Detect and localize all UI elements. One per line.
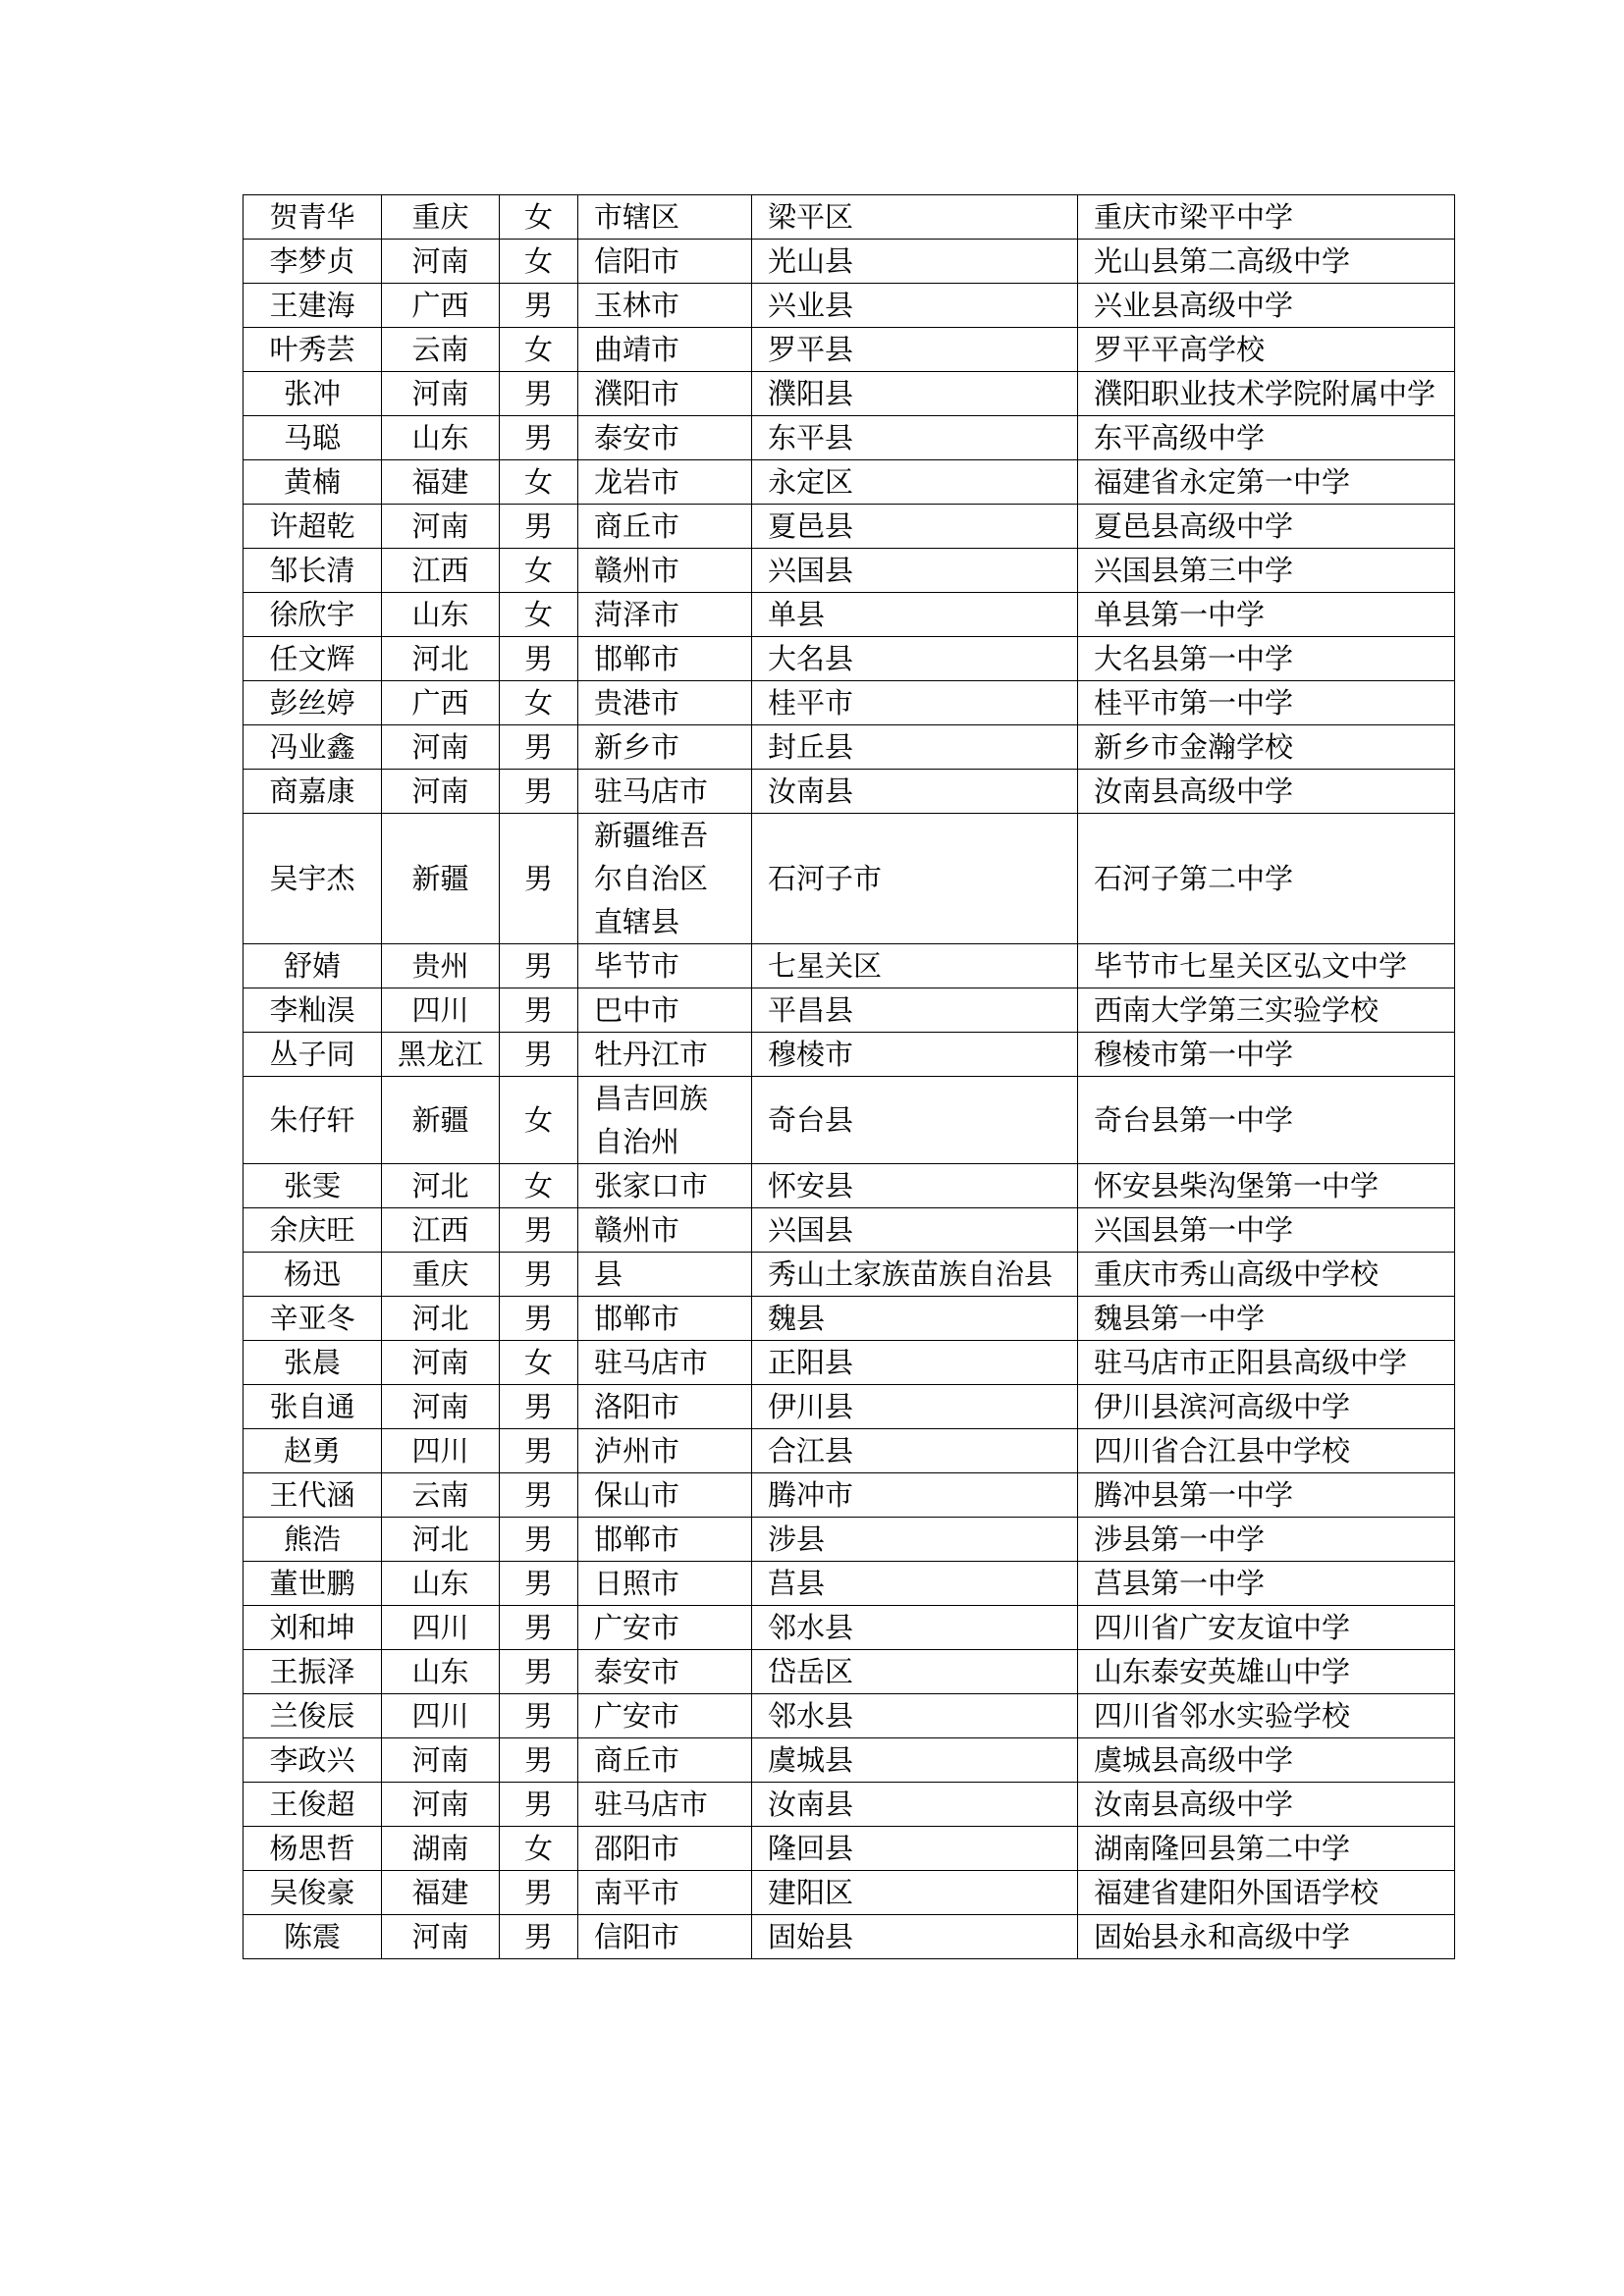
table-row: [244, 1164, 1455, 1208]
school-cell: 福建省建阳外国语学校: [1078, 1871, 1455, 1915]
city-cell: 赣州市: [578, 549, 752, 593]
province-cell: 河北: [382, 1164, 500, 1208]
province-cell: 河南: [382, 505, 500, 549]
county-cell: 莒县: [752, 1562, 1078, 1606]
province-cell: 河南: [382, 1738, 500, 1783]
name-cell: 张雯: [244, 1164, 382, 1208]
city-cell: 菏泽市: [578, 593, 752, 637]
city-cell: 泸州市: [578, 1429, 752, 1473]
school-cell: 兴国县第三中学: [1078, 549, 1455, 593]
city-cell: 保山市: [578, 1473, 752, 1518]
city-cell: 邵阳市: [578, 1827, 752, 1871]
table-row: [244, 593, 1455, 637]
gender-cell: 男: [500, 416, 578, 460]
table-row: [244, 1562, 1455, 1606]
city-cell: 邯郸市: [578, 1297, 752, 1341]
province-cell: 四川: [382, 1606, 500, 1650]
county-cell: 建阳区: [752, 1871, 1078, 1915]
table-body: [244, 195, 1455, 1959]
school-cell: 福建省永定第一中学: [1078, 460, 1455, 505]
table-row: [244, 1827, 1455, 1871]
table-row: [244, 1650, 1455, 1694]
gender-cell: 男: [500, 637, 578, 681]
name-cell: 叶秀芸: [244, 328, 382, 372]
name-cell: 张冲: [244, 372, 382, 416]
province-cell: 山东: [382, 593, 500, 637]
city-cell: 玉林市: [578, 284, 752, 328]
name-cell: 王代涵: [244, 1473, 382, 1518]
table-row: [244, 240, 1455, 284]
school-cell: 固始县永和高级中学: [1078, 1915, 1455, 1959]
county-cell: 魏县: [752, 1297, 1078, 1341]
city-cell: 昌吉回族自治州: [578, 1077, 752, 1164]
city-cell: 广安市: [578, 1694, 752, 1738]
county-cell: 梁平区: [752, 195, 1078, 240]
table-row: [244, 944, 1455, 988]
table-row: [244, 416, 1455, 460]
school-cell: 西南大学第三实验学校: [1078, 988, 1455, 1033]
province-cell: 云南: [382, 328, 500, 372]
school-cell: 夏邑县高级中学: [1078, 505, 1455, 549]
table-row: [244, 1385, 1455, 1429]
city-cell: 巴中市: [578, 988, 752, 1033]
county-cell: 邻水县: [752, 1694, 1078, 1738]
gender-cell: 女: [500, 240, 578, 284]
table-row: [244, 195, 1455, 240]
name-cell: 熊浩: [244, 1518, 382, 1562]
name-cell: 马聪: [244, 416, 382, 460]
county-cell: 隆回县: [752, 1827, 1078, 1871]
table-row: [244, 1297, 1455, 1341]
county-cell: 邻水县: [752, 1606, 1078, 1650]
table-row: [244, 1915, 1455, 1959]
province-cell: 广西: [382, 681, 500, 725]
city-cell: 南平市: [578, 1871, 752, 1915]
table-row: [244, 1606, 1455, 1650]
county-cell: 平昌县: [752, 988, 1078, 1033]
table-row: [244, 1253, 1455, 1297]
gender-cell: 女: [500, 593, 578, 637]
gender-cell: 男: [500, 1694, 578, 1738]
province-cell: 山东: [382, 1650, 500, 1694]
table-row: [244, 770, 1455, 814]
province-cell: 河南: [382, 770, 500, 814]
city-cell: 驻马店市: [578, 770, 752, 814]
table-row: [244, 1783, 1455, 1827]
name-cell: 冯业鑫: [244, 725, 382, 770]
school-cell: 新乡市金瀚学校: [1078, 725, 1455, 770]
city-cell: 市辖区: [578, 195, 752, 240]
gender-cell: 男: [500, 1738, 578, 1783]
table-row: [244, 549, 1455, 593]
table-row: [244, 1208, 1455, 1253]
table-row: [244, 1429, 1455, 1473]
county-cell: 岱岳区: [752, 1650, 1078, 1694]
school-cell: 兴业县高级中学: [1078, 284, 1455, 328]
city-cell: 商丘市: [578, 1738, 752, 1783]
gender-cell: 男: [500, 814, 578, 944]
province-cell: 河南: [382, 1385, 500, 1429]
name-cell: 黄楠: [244, 460, 382, 505]
school-cell: 奇台县第一中学: [1078, 1077, 1455, 1164]
city-cell: 驻马店市: [578, 1783, 752, 1827]
school-cell: 莒县第一中学: [1078, 1562, 1455, 1606]
province-cell: 福建: [382, 1871, 500, 1915]
county-cell: 石河子市: [752, 814, 1078, 944]
school-cell: 驻马店市正阳县高级中学: [1078, 1341, 1455, 1385]
county-cell: 桂平市: [752, 681, 1078, 725]
school-cell: 腾冲县第一中学: [1078, 1473, 1455, 1518]
name-cell: 贺青华: [244, 195, 382, 240]
name-cell: 杨迅: [244, 1253, 382, 1297]
city-cell: 濮阳市: [578, 372, 752, 416]
city-cell: 牡丹江市: [578, 1033, 752, 1077]
name-cell: 余庆旺: [244, 1208, 382, 1253]
name-cell: 王振泽: [244, 1650, 382, 1694]
table-row: [244, 460, 1455, 505]
province-cell: 河南: [382, 1341, 500, 1385]
city-cell: 信阳市: [578, 240, 752, 284]
school-cell: 重庆市秀山高级中学校: [1078, 1253, 1455, 1297]
province-cell: 湖南: [382, 1827, 500, 1871]
student-list-table-container: [243, 194, 1454, 1959]
school-cell: 大名县第一中学: [1078, 637, 1455, 681]
gender-cell: 女: [500, 328, 578, 372]
name-cell: 杨思哲: [244, 1827, 382, 1871]
school-cell: 伊川县滨河高级中学: [1078, 1385, 1455, 1429]
name-cell: 李政兴: [244, 1738, 382, 1783]
table-row: [244, 637, 1455, 681]
table-row: [244, 1077, 1455, 1164]
city-cell: 贵港市: [578, 681, 752, 725]
gender-cell: 男: [500, 372, 578, 416]
name-cell: 李籼淏: [244, 988, 382, 1033]
province-cell: 江西: [382, 1208, 500, 1253]
name-cell: 彭丝婷: [244, 681, 382, 725]
city-cell: 毕节市: [578, 944, 752, 988]
county-cell: 汝南县: [752, 1783, 1078, 1827]
gender-cell: 男: [500, 1033, 578, 1077]
gender-cell: 男: [500, 1562, 578, 1606]
county-cell: 夏邑县: [752, 505, 1078, 549]
gender-cell: 男: [500, 1385, 578, 1429]
table-row: [244, 681, 1455, 725]
city-cell: 张家口市: [578, 1164, 752, 1208]
city-cell: 赣州市: [578, 1208, 752, 1253]
table-row: [244, 1341, 1455, 1385]
county-cell: 虞城县: [752, 1738, 1078, 1783]
province-cell: 山东: [382, 416, 500, 460]
city-cell: 洛阳市: [578, 1385, 752, 1429]
county-cell: 腾冲市: [752, 1473, 1078, 1518]
table-row: [244, 814, 1455, 944]
province-cell: 重庆: [382, 195, 500, 240]
province-cell: 重庆: [382, 1253, 500, 1297]
province-cell: 广西: [382, 284, 500, 328]
gender-cell: 男: [500, 1606, 578, 1650]
province-cell: 江西: [382, 549, 500, 593]
gender-cell: 男: [500, 1518, 578, 1562]
gender-cell: 女: [500, 1827, 578, 1871]
school-cell: 山东泰安英雄山中学: [1078, 1650, 1455, 1694]
province-cell: 河南: [382, 240, 500, 284]
table-row: [244, 1518, 1455, 1562]
gender-cell: 男: [500, 1650, 578, 1694]
school-cell: 涉县第一中学: [1078, 1518, 1455, 1562]
name-cell: 李梦贞: [244, 240, 382, 284]
name-cell: 朱仔轩: [244, 1077, 382, 1164]
county-cell: 七星关区: [752, 944, 1078, 988]
city-cell: 曲靖市: [578, 328, 752, 372]
table-row: [244, 1871, 1455, 1915]
city-cell: 商丘市: [578, 505, 752, 549]
city-cell: 龙岩市: [578, 460, 752, 505]
province-cell: 山东: [382, 1562, 500, 1606]
gender-cell: 女: [500, 681, 578, 725]
province-cell: 河北: [382, 1518, 500, 1562]
county-cell: 永定区: [752, 460, 1078, 505]
school-cell: 毕节市七星关区弘文中学: [1078, 944, 1455, 988]
school-cell: 罗平平高学校: [1078, 328, 1455, 372]
gender-cell: 男: [500, 1208, 578, 1253]
name-cell: 邹长清: [244, 549, 382, 593]
name-cell: 赵勇: [244, 1429, 382, 1473]
county-cell: 东平县: [752, 416, 1078, 460]
county-cell: 封丘县: [752, 725, 1078, 770]
province-cell: 四川: [382, 1429, 500, 1473]
county-cell: 兴国县: [752, 1208, 1078, 1253]
city-cell: 县: [578, 1253, 752, 1297]
table-row: [244, 372, 1455, 416]
school-cell: 湖南隆回县第二中学: [1078, 1827, 1455, 1871]
county-cell: 光山县: [752, 240, 1078, 284]
county-cell: 大名县: [752, 637, 1078, 681]
name-cell: 任文辉: [244, 637, 382, 681]
city-cell: 广安市: [578, 1606, 752, 1650]
school-cell: 四川省邻水实验学校: [1078, 1694, 1455, 1738]
school-cell: 四川省广安友谊中学: [1078, 1606, 1455, 1650]
school-cell: 兴国县第一中学: [1078, 1208, 1455, 1253]
name-cell: 刘和坤: [244, 1606, 382, 1650]
school-cell: 怀安县柴沟堡第一中学: [1078, 1164, 1455, 1208]
school-cell: 单县第一中学: [1078, 593, 1455, 637]
county-cell: 秀山土家族苗族自治县: [752, 1253, 1078, 1297]
name-cell: 陈震: [244, 1915, 382, 1959]
gender-cell: 男: [500, 284, 578, 328]
table-row: [244, 725, 1455, 770]
gender-cell: 女: [500, 1164, 578, 1208]
province-cell: 黑龙江: [382, 1033, 500, 1077]
county-cell: 兴国县: [752, 549, 1078, 593]
school-cell: 虞城县高级中学: [1078, 1738, 1455, 1783]
school-cell: 四川省合江县中学校: [1078, 1429, 1455, 1473]
city-cell: 信阳市: [578, 1915, 752, 1959]
table-row: [244, 328, 1455, 372]
table-row: [244, 1473, 1455, 1518]
county-cell: 固始县: [752, 1915, 1078, 1959]
city-cell: 邯郸市: [578, 1518, 752, 1562]
province-cell: 四川: [382, 988, 500, 1033]
gender-cell: 男: [500, 1429, 578, 1473]
county-cell: 合江县: [752, 1429, 1078, 1473]
city-cell: 日照市: [578, 1562, 752, 1606]
gender-cell: 女: [500, 195, 578, 240]
name-cell: 辛亚冬: [244, 1297, 382, 1341]
province-cell: 四川: [382, 1694, 500, 1738]
student-list-table: [243, 194, 1455, 1959]
gender-cell: 男: [500, 505, 578, 549]
gender-cell: 女: [500, 460, 578, 505]
county-cell: 单县: [752, 593, 1078, 637]
gender-cell: 男: [500, 1871, 578, 1915]
county-cell: 罗平县: [752, 328, 1078, 372]
county-cell: 穆棱市: [752, 1033, 1078, 1077]
school-cell: 石河子第二中学: [1078, 814, 1455, 944]
school-cell: 重庆市梁平中学: [1078, 195, 1455, 240]
table-row: [244, 1738, 1455, 1783]
city-cell: 泰安市: [578, 1650, 752, 1694]
name-cell: 舒婧: [244, 944, 382, 988]
gender-cell: 男: [500, 1297, 578, 1341]
county-cell: 涉县: [752, 1518, 1078, 1562]
province-cell: 新疆: [382, 1077, 500, 1164]
gender-cell: 男: [500, 1783, 578, 1827]
table-row: [244, 1033, 1455, 1077]
table-row: [244, 505, 1455, 549]
gender-cell: 女: [500, 1341, 578, 1385]
table-row: [244, 1694, 1455, 1738]
province-cell: 福建: [382, 460, 500, 505]
name-cell: 王建海: [244, 284, 382, 328]
county-cell: 汝南县: [752, 770, 1078, 814]
school-cell: 光山县第二高级中学: [1078, 240, 1455, 284]
gender-cell: 女: [500, 1077, 578, 1164]
gender-cell: 男: [500, 944, 578, 988]
name-cell: 张自通: [244, 1385, 382, 1429]
school-cell: 魏县第一中学: [1078, 1297, 1455, 1341]
school-cell: 桂平市第一中学: [1078, 681, 1455, 725]
province-cell: 河南: [382, 372, 500, 416]
name-cell: 王俊超: [244, 1783, 382, 1827]
county-cell: 怀安县: [752, 1164, 1078, 1208]
gender-cell: 男: [500, 770, 578, 814]
name-cell: 丛子同: [244, 1033, 382, 1077]
gender-cell: 男: [500, 1473, 578, 1518]
county-cell: 伊川县: [752, 1385, 1078, 1429]
province-cell: 河南: [382, 1783, 500, 1827]
gender-cell: 男: [500, 1915, 578, 1959]
city-cell: 泰安市: [578, 416, 752, 460]
province-cell: 贵州: [382, 944, 500, 988]
gender-cell: 男: [500, 988, 578, 1033]
school-cell: 穆棱市第一中学: [1078, 1033, 1455, 1077]
county-cell: 濮阳县: [752, 372, 1078, 416]
school-cell: 东平高级中学: [1078, 416, 1455, 460]
table-row: [244, 284, 1455, 328]
city-cell: 新乡市: [578, 725, 752, 770]
gender-cell: 女: [500, 549, 578, 593]
name-cell: 许超乾: [244, 505, 382, 549]
city-cell: 驻马店市: [578, 1341, 752, 1385]
name-cell: 徐欣宇: [244, 593, 382, 637]
school-cell: 汝南县高级中学: [1078, 770, 1455, 814]
name-cell: 董世鹏: [244, 1562, 382, 1606]
name-cell: 吴宇杰: [244, 814, 382, 944]
gender-cell: 男: [500, 1253, 578, 1297]
county-cell: 正阳县: [752, 1341, 1078, 1385]
province-cell: 河南: [382, 1915, 500, 1959]
province-cell: 河南: [382, 725, 500, 770]
province-cell: 河北: [382, 637, 500, 681]
table-row: [244, 988, 1455, 1033]
city-cell: 新疆维吾尔自治区直辖县: [578, 814, 752, 944]
province-cell: 河北: [382, 1297, 500, 1341]
city-cell: 邯郸市: [578, 637, 752, 681]
name-cell: 商嘉康: [244, 770, 382, 814]
gender-cell: 男: [500, 725, 578, 770]
province-cell: 新疆: [382, 814, 500, 944]
province-cell: 云南: [382, 1473, 500, 1518]
school-cell: 濮阳职业技术学院附属中学: [1078, 372, 1455, 416]
name-cell: 吴俊豪: [244, 1871, 382, 1915]
name-cell: 张晨: [244, 1341, 382, 1385]
county-cell: 兴业县: [752, 284, 1078, 328]
name-cell: 兰俊辰: [244, 1694, 382, 1738]
county-cell: 奇台县: [752, 1077, 1078, 1164]
school-cell: 汝南县高级中学: [1078, 1783, 1455, 1827]
